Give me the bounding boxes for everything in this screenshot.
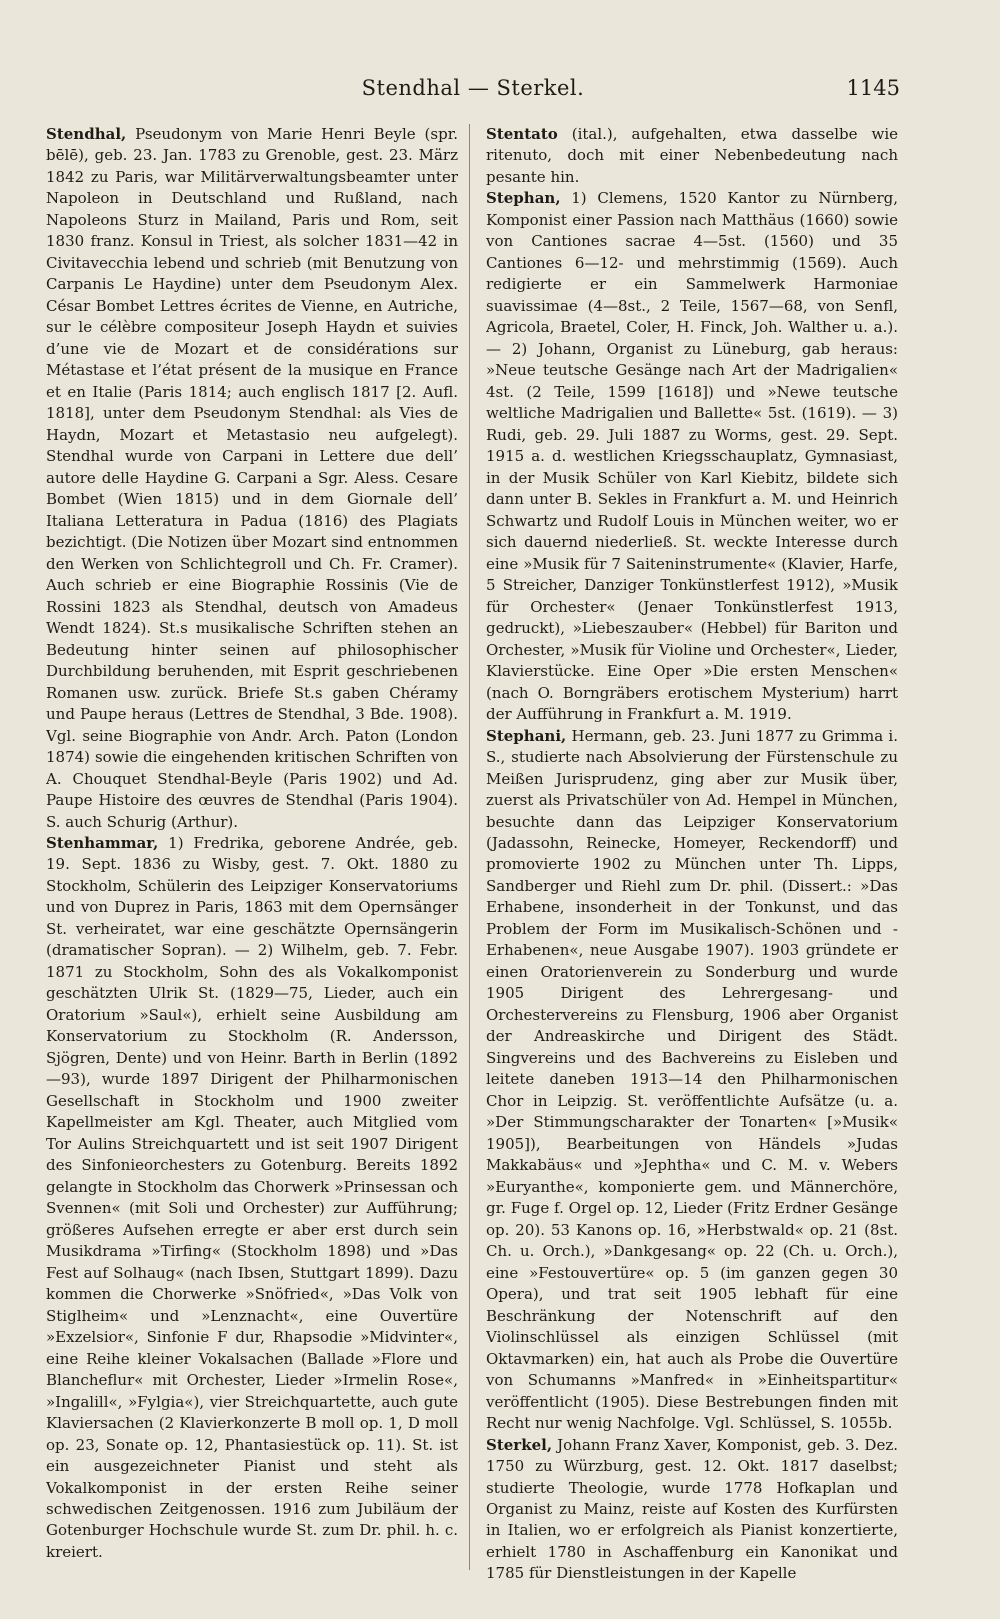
entry-text: Johann Franz Xaver, Komponist, geb. 3. Dez. 1750 zu Würzburg, gest. 12. Okt. 1817 daselbst; studierte Theologie, wurde 1778 Hofkaplan und Organist zu Mainz, reiste auf Kosten des Kurfürsten in Italien, wo er erfolgreich als Pianist konzertierte, erhielt 1780 in Aschaffenburg ein Kanonikat und 1785 für Dienstleistungen in der Kapelle (486, 1435, 898, 1583)
entry-stentato (486, 124, 898, 188)
headword: Stephan, (486, 189, 561, 208)
entry-stendhal (46, 124, 458, 833)
running-title: Stendhal — Sterkel. (361, 76, 585, 100)
entry-text: (ital.), aufgehalten, etwa dasselbe wie ritenuto, doch mit einer Nebenbedeutung nach pesante hin. (486, 125, 898, 186)
entry-stephani (486, 726, 898, 1435)
entry-stenhammar (46, 833, 458, 1563)
headword: Sterkel, (486, 1435, 553, 1454)
entry-sterkel (486, 1435, 898, 1585)
right-column (486, 124, 898, 1594)
headword: Stephani, (486, 726, 567, 745)
entry-text: Hermann, geb. 23. Juni 1877 zu Grimma i. S., studierte nach Absolvierung der Fürstenschule zu Meißen Jurisprudenz, ging aber zur Musik über, zuerst als Privatschüler von Ad. Hempel in München, besuchte dann das Leipziger Konservatorium (Jadassohn, Reinecke, Homeyer, Reckendorff) und promovierte 1902 zu München unter Th. Lipps, Sandberger und Riehl zum Dr. phil. (Dissert.: »Das Erhabene, insonderheit in der Tonkunst, und das Problem der Form im Musikalisch-Schönen und -Erhabenen«, neue Ausgabe 1907). 1903 gründete er einen Oratorienverein zu Sonderburg und wurde 1905 Dirigent des Lehrergesang- und Orchestervereins zu Flensburg, 1906 aber Organist der Andreaskirche und Dirigent des Städt. Singvereins und des Bachvereins zu Eisleben und leitete daneben 1913—14 den Philharmonischen Chor in Leipzig. St. veröffentlichte Aufsätze (u. a. »Der Stimmungscharakter der Tonarten« [»Musik« 1905]), Bearbeitungen von Händels »Judas Makkabäus« und »Jephtha« und C. M. v. Webers »Euryanthe«, komponierte gem. und Männerchöre, gr. Fuge f. Orgel op. 12, Lieder (Fritz Erdner Gesänge op. 20). 53 Kanons op. 16, »Herbstwald« op. 21 (8st. Ch. u. Orch.), »Dankgesang« op. 22 (Ch. u. Orch.), eine »Festouvertüre« op. 5 (im ganzen gegen 30 Opera), und trat seit 1905 lebhaft für eine Beschränkung der Notenschrift auf den Violinschlüssel als einzigen Schlüssel (mit Oktavmarken) ein, hat auch als Probe die Ouvertüre von Schumanns »Manfred« in »Einheitspartitur« veröffentlicht (1905). Diese Bestrebungen finden mit Recht nur wenig Nachfolge. Vgl. Schlüssel, S. 1055b. (486, 726, 898, 1433)
page-number: 1145 (846, 76, 900, 100)
headword: Stendhal, (46, 125, 127, 143)
entry-text: 1) Fredrika, geborene Andrée, geb. 19. Sept. 1836 zu Wisby, gest. 7. Okt. 1880 zu Stockholm, Schülerin des Leipziger Konservatoriums und von Duprez in Paris, 1863 mit dem Opernsänger St. verheiratet, war eine geschätzte Opernsängerin (dramatischer Sopran). — 2) Wilhelm, geb. 7. Febr. 1871 zu Stockholm, Sohn des als Vokalkomponist geschätzten Ulrik St. (1829—75, Lieder, auch ein Oratorium »Saul«), erhielt seine Ausbildung am Konservatorium zu Stockholm (R. Andersson, Sjögren, Dente) und von Heinr. Barth in Berlin (1892—93), wurde 1897 Dirigent der Philharmonischen Gesellschaft in Stockholm und 1900 zweiter Kapellmeister am Kgl. Theater, auch Mitglied vom Tor Aulins Streichquartett und ist seit 1907 Dirigent des Sinfonieorchesters zu Gotenburg. Bereits 1892 gelangte in Stockholm das Chorwerk »Prinsessan och Svennen« (mit Soli und Orchester) zur Aufführung; größeres Aufsehen erregte er aber erst durch sein Musikdrama »Tirfing« (Stockholm 1898) und »Das Fest auf Solhaug« (nach Ibsen, Stuttgart 1899). Dazu kommen die Chorwerke »Snöfried«, »Das Volk von Stiglheim« und »Lenznacht«, eine Ouvertüre »Exzelsior«, Sinfonie F dur, Rhapsodie »Midvinter«, eine Reihe kleiner Vokalsachen (Ballade »Flore und Blancheflur« mit Orchester, Lieder »Irmelin Rose«, »Ingalill«, »Fylgia«), vier Streichquartette, auch gute Klaviersachen (2 Klavierkonzerte B moll op. 1, D moll op. 23, Sonate op. 12, Phantasiestück op. 11). St. ist ein ausgezeichneter Pianist und steht als Vokalkomponist in der ersten Reihe seiner schwedischen Zeitgenossen. 1916 zum Jubiläum der Gotenburger Hochschule wurde St. zum Dr. phil. h. c. kreiert. (46, 833, 458, 1561)
entry-stephan (486, 188, 898, 725)
text-columns (46, 124, 898, 1594)
left-column (46, 124, 458, 1594)
entry-text: Pseudonym von Marie Henri Beyle (spr. bēlē), geb. 23. Jan. 1783 zu Grenoble, gest. 23. März 1842 zu Paris, war Militärverwaltungsbeamter unter Napoleon in Deutschland und Rußland, nach Napoleons Sturz in Mailand, Paris und Rom, seit 1830 franz. Konsul in Triest, als solcher 1831—42 in Civitavecchia lebend und schrieb (mit Benutzung von Carpanis Le Haydine) unter dem Pseudonym Alex. César Bombet Lettres écrites de Vienne, en Autriche, sur le célèbre compositeur Joseph Haydn et suivies d’une vie de Mozart et de considérations sur Métastase et l’état présent de la musique en France et en Italie (Paris 1814; auch englisch 1817 [2. Aufl. 1818], unter dem Pseudonym Stendhal: als Vies de Haydn, Mozart et Metastasio neu aufgelegt). Stendhal wurde von Carpani in Lettere due dell’ autore delle Haydine G. Carpani a Sgr. Aless. Cesare Bombet (Wien 1815) und in dem Giornale dell’ Italiana Letteratura in Padua (1816) des Plagiats bezichtigt. (Die Notizen über Mozart sind entnommen den Werken von Schlichtegroll und Ch. Fr. Cramer). Auch schrieb er eine Biographie Rossinis (Vie de Rossini 1823 als Stendhal, deutsch von Amadeus Wendt 1824). St.s musikalische Schriften stehen an Bedeutung hinter seinen auf philosophischer Durchbildung beruhenden, mit Esprit geschriebenen Romanen usw. zurück. Briefe St.s gaben Chéramy und Paupe heraus (Lettres de Stendhal, 3 Bde. 1908). Vgl. seine Biographie von Andr. Arch. Paton (London 1874) sowie die eingehenden kritischen Schriften von A. Chouquet Stendhal-Beyle (Paris 1902) und Ad. Paupe Histoire des œuvres de Stendhal (Paris 1904). S. auch Schurig (Arthur). (46, 125, 458, 831)
page-header (46, 76, 900, 106)
headword: Stenhammar, (46, 833, 159, 852)
entry-text: 1) Clemens, 1520 Kantor zu Nürnberg, Komponist einer Passion nach Matthäus (1660) sowie von Cantiones sacrae 4—5st. (1560) und 35 Cantiones 6—12- und mehrstimmig (1569). Auch redigierte er ein Sammelwerk Harmoniae suavissimae (4—8st., 2 Teile, 1567—68, von Senfl, Agricola, Braetel, Coler, H. Finck, Joh. Walther u. a.). — 2) Johann, Organist zu Lüneburg, gab heraus: »Neue teutsche Gesänge nach Art der Madrigalien« 4st. (2 Teile, 1599 [1618]) und »Newe teutsche weltliche Madrigalien und Ballette« 5st. (1619). — 3) Rudi, geb. 29. Juli 1887 zu Worms, gest. 29. Sept. 1915 a. d. westlichen Kriegsschauplatz, Gymnasiast, in der Musik Schüler von Karl Kiebitz, bildete sich dann unter B. Sekles in Frankfurt a. M. und Heinrich Schwartz und Rudolf Louis in München weiter, wo er sich dauernd niederließ. St. weckte Interesse durch eine »Musik für 7 Saiteninstrumente« (Klavier, Harfe, 5 Streicher, Danziger Tonkünstlerfest 1912), »Musik für Orchester« (Jenaer Tonkünstlerfest 1913, gedruckt), »Liebeszauber« (Hebbel) für Bariton und Orchester, »Musik für Violine und Orchester«, Lieder, Klavierstücke. Eine Oper »Die ersten Menschen« (nach O. Borngräbers erotischem Mysterium) harrt der Aufführung in Frankfurt a. M. 1919. (486, 189, 898, 724)
headword: Stentato (486, 125, 558, 143)
